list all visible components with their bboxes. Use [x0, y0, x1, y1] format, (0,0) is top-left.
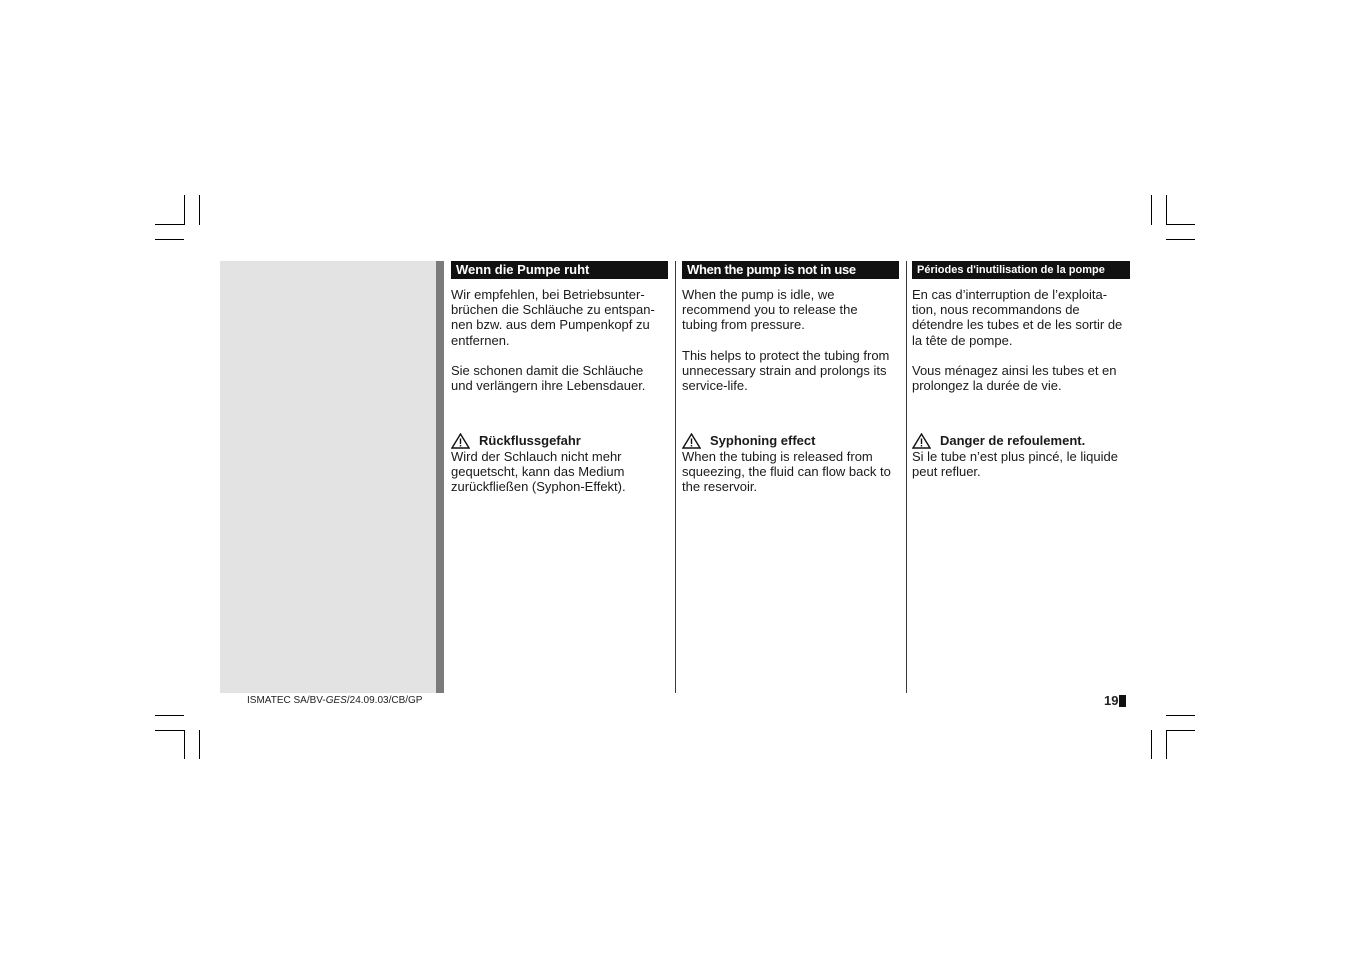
- crop-mark: [1166, 730, 1195, 731]
- page-number-text: 19: [1104, 693, 1119, 708]
- column-divider: [906, 261, 907, 693]
- footer-prefix: ISMATEC SA/BV-: [247, 695, 326, 706]
- section-heading: Périodes d'inutilisation de la pompe: [912, 261, 1130, 279]
- paragraph: En cas d’interruption de l’exploita- tion, nous recommandons de détendre les tubes et de les sortir de la tête de pompe.: [912, 287, 1123, 348]
- section-heading: Wenn die Pumpe ruht: [451, 261, 668, 279]
- page-number: [1104, 693, 1126, 708]
- paragraph: This helps to protect the tubing from unnecessary strain and prolongs its service-life.: [682, 348, 890, 394]
- crop-mark: [155, 239, 184, 240]
- warning-title: Danger de refoulement.: [940, 433, 1086, 449]
- crop-mark: [1166, 224, 1195, 225]
- crop-mark: [155, 715, 184, 716]
- section-heading: When the pump is not in use: [682, 261, 899, 279]
- page-marker: [1119, 695, 1126, 707]
- crop-mark: [1151, 195, 1152, 225]
- crop-mark: [155, 730, 184, 731]
- crop-mark: [1166, 239, 1195, 240]
- warning-block: [451, 433, 671, 495]
- crop-mark: [155, 224, 184, 225]
- warning-text: Si le tube n’est plus pincé, le liquide peut refluer.: [912, 449, 1118, 480]
- crop-mark: [199, 195, 200, 225]
- warning-title: Syphoning effect: [710, 433, 816, 449]
- paragraph: Vous ménagez ainsi les tubes et en prolongez la durée de vie.: [912, 363, 1117, 394]
- column-divider: [675, 261, 676, 693]
- crop-mark: [1166, 195, 1167, 225]
- paragraph: Sie schonen damit die Schläuche und verlängern ihre Lebensdauer.: [451, 363, 646, 394]
- crop-mark: [184, 730, 185, 759]
- crop-mark: [1166, 715, 1195, 716]
- crop-mark: [1151, 730, 1152, 759]
- side-panel: [220, 261, 436, 693]
- warning-title: Rückflussgefahr: [479, 433, 581, 449]
- side-bar: [436, 261, 444, 693]
- paragraph: When the pump is idle, we recommend you to release the tubing from pressure.: [682, 287, 858, 333]
- footer-suffix: /24.09.03/CB/GP: [346, 695, 423, 706]
- warning-block: [682, 433, 902, 495]
- warning-block: [912, 433, 1132, 479]
- warning-triangle-icon: [912, 433, 931, 449]
- footer-italic: GES: [325, 695, 347, 706]
- paragraph: Wir empfehlen, bei Betriebsunter- brüchen die Schläuche zu entspan- nen bzw. aus dem Pumpenkopf zu entfernen.: [451, 287, 655, 348]
- crop-mark: [199, 730, 200, 759]
- crop-mark: [184, 195, 185, 225]
- crop-mark: [1166, 730, 1167, 759]
- footer-reference: [247, 695, 422, 706]
- warning-text: When the tubing is released from squeezing, the fluid can flow back to the reservoir.: [682, 449, 891, 495]
- warning-triangle-icon: [451, 433, 470, 449]
- warning-triangle-icon: [682, 433, 701, 449]
- warning-text: Wird der Schlauch nicht mehr gequetscht, kann das Medium zurückfließen (Syphon-Effekt).: [451, 449, 626, 495]
